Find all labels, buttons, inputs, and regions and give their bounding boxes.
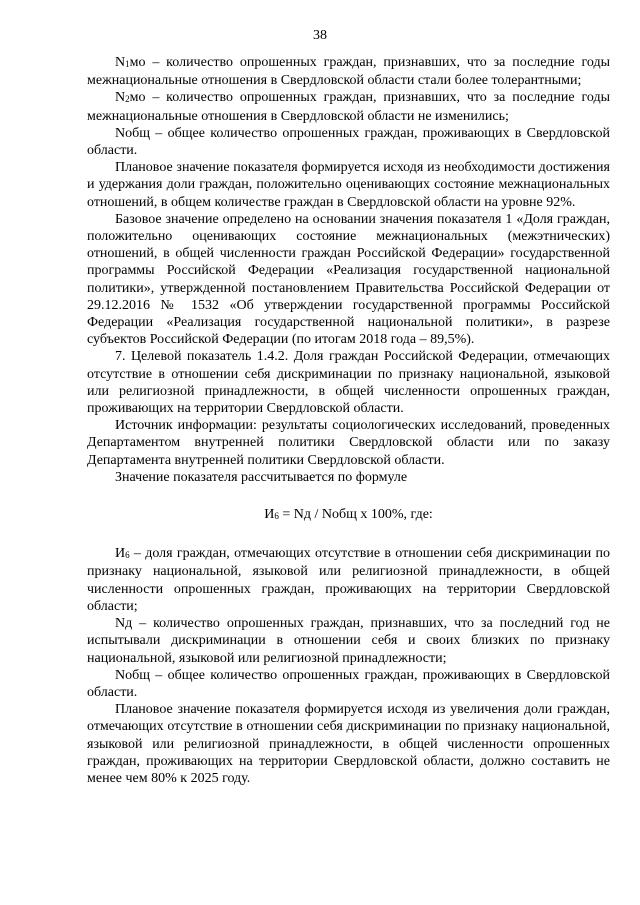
information-source-paragraph: Источник информации: результаты социологических исследований, проведенных Департаментом внутренней политики Свердловской области или по заказу Департамента внутренней политики Свердловской области. xyxy=(87,418,610,468)
symbol: И xyxy=(264,507,275,523)
subscript: 2 xyxy=(125,94,130,105)
definition-text: мо – количество опрошенных граждан, признавших, что за последние годы межнациональные отношения в Свердловской области не изменились; xyxy=(87,90,610,124)
base-value-paragraph: Базовое значение определено на основании значения показателя 1 «Доля граждан, положительно оценивающих состояние межнациональных (межэтнических) отношений, в общей численности граждан Российской Федерации» государственной программы Российской Федерации «Реализация государственной национальной политики», утвержденной постановлением Правительства Российской Федерации от 29.12.2016 № 1532 «Об утверждении государственной программы Российской Федерации «Реализация государственной национальной политики», в разрезе субъектов Российской Федерации (по итогам 2018 года – 89,5%). xyxy=(87,211,610,348)
definition-text: мо – количество опрошенных граждан, признавших, что за последние годы межнациональные отношения в Свердловской области стали более толерантными; xyxy=(87,55,610,89)
definition-i6 xyxy=(87,545,610,615)
symbol: N xyxy=(115,55,126,70)
formula xyxy=(87,506,610,524)
formula-intro: Значение показателя рассчитывается по формуле xyxy=(115,469,408,485)
planned-value-paragraph: Плановое значение показателя формируется исходя из необходимости достижения и удержания доли граждан, положительно оценивающих состояние межнациональных отношений, в общем количестве граждан в Свердловской области на уровне 92%. xyxy=(87,160,610,210)
subscript: 1 xyxy=(125,59,130,69)
symbol: И xyxy=(115,546,126,562)
definition-n2mo xyxy=(87,89,610,124)
page-number: 38 xyxy=(313,28,327,43)
definition-nobsch-2: Nобщ – общее количество опрошенных граждан, проживающих в Свердловской области. xyxy=(87,667,610,700)
document-body xyxy=(87,54,610,787)
subscript: 6 xyxy=(274,511,279,522)
definition-nd: Nд – количество опрошенных граждан, признавших, что за последний год не испытывали дискриминации в отношении себя и своих близких по признаку национальной, языковой или религиозной принадлежности; xyxy=(87,616,610,666)
formula-text: = Nд / Nобщ x 100%, где: xyxy=(278,507,433,523)
subscript: 6 xyxy=(125,550,130,561)
planned-value-paragraph-2: Плановое значение показателя формируется исходя из увеличения доли граждан, отмечающих отсутствие в отношении себя дискриминации по признаку национальной, языковой или религиозной принадлежности, в общей численности опрошенных граждан, проживающих на территории Свердловской области, должно составить не менее чем 80% к 2025 году. xyxy=(87,702,610,786)
target-indicator-heading: 7. Целевой показатель 1.4.2. Доля граждан Российской Федерации, отмечающих отсутствие в отношении себя дискриминации по признаку национальной, языковой или религиозной принадлежности, в общей численности опрошенных граждан, проживающих на территории Свердловской области. xyxy=(87,349,610,417)
definition-text: – доля граждан, отмечающих отсутствие в отношении себя дискриминации по признаку национальной, языковой или религиозной принадлежности, в общей численности опрошенных граждан, проживающих на территории Свердловской области; xyxy=(87,546,610,614)
symbol: N xyxy=(115,90,126,106)
definition-n1mo xyxy=(87,54,610,89)
definition-nobsch: Nобщ – общее количество опрошенных граждан, проживающих в Свердловской области. xyxy=(87,125,610,159)
